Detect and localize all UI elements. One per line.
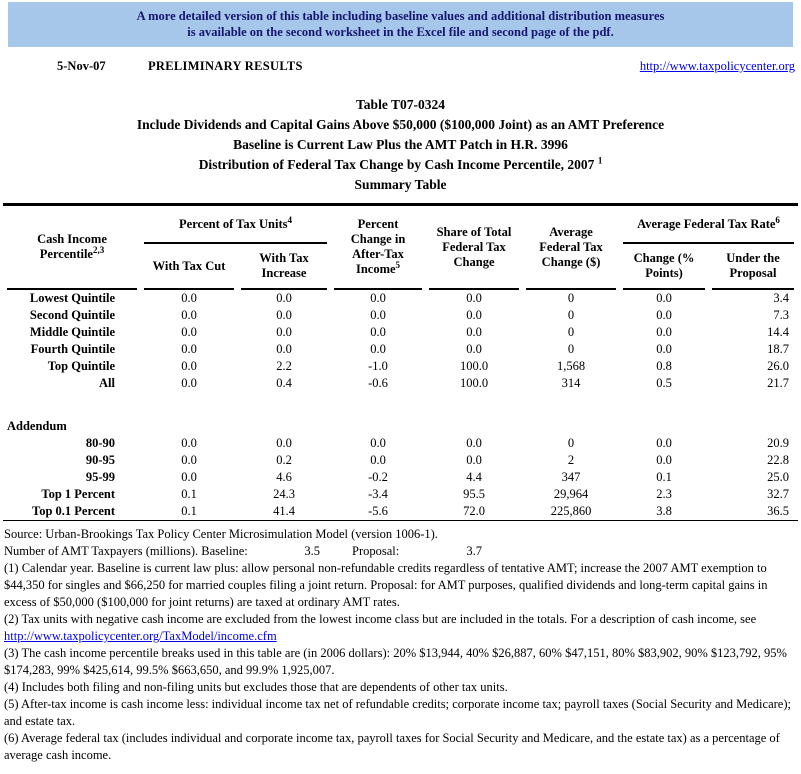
footnote-6: (6) Average federal tax (includes individual and corporate income tax, payroll taxes for Social Security and Medicare, and the estate tax) as a percentage of average cash income. bbox=[4, 731, 780, 762]
income-definition-link[interactable]: http://www.taxpolicycenter.org/TaxModel/income.cfm bbox=[4, 629, 277, 643]
cell: 72.0 bbox=[463, 504, 485, 518]
cell: 100.0 bbox=[459, 359, 489, 373]
cell: 24.3 bbox=[273, 487, 295, 501]
cell: 0.0 bbox=[656, 453, 672, 467]
cell: 0.0 bbox=[181, 359, 197, 373]
cell: 2 bbox=[567, 453, 575, 467]
header-with-tax-cut: With Tax Cut bbox=[144, 244, 234, 290]
preliminary-results-label: PRELIMINARY RESULTS bbox=[148, 59, 303, 73]
cell: 100.0 bbox=[459, 376, 489, 390]
table-row bbox=[7, 324, 794, 341]
table-row bbox=[7, 375, 794, 392]
row-label: Top Quintile bbox=[47, 359, 115, 373]
table-row bbox=[7, 307, 794, 324]
table-row bbox=[7, 452, 794, 469]
cell: -3.4 bbox=[368, 487, 388, 501]
cell: 0.0 bbox=[466, 453, 482, 467]
footnote-ref-5: 5 bbox=[395, 259, 401, 270]
cell: 0 bbox=[567, 291, 575, 305]
cell: 21.7 bbox=[767, 376, 790, 390]
cell: 0.0 bbox=[656, 325, 672, 339]
cell: 0.0 bbox=[181, 376, 197, 390]
header-share-of-total-change: Share of Total Federal Tax Change bbox=[429, 206, 519, 290]
cell: 0 bbox=[567, 325, 575, 339]
spacer-cell bbox=[7, 392, 794, 418]
cell: 0.1 bbox=[181, 487, 197, 501]
cell: 3.4 bbox=[773, 291, 790, 305]
cell: 0 bbox=[567, 308, 575, 322]
cell: 0.0 bbox=[276, 342, 292, 356]
row-label: Middle Quintile bbox=[29, 325, 115, 339]
row-label: 95-99 bbox=[85, 470, 115, 484]
header-pct-change-after-tax-income: Percent Change in After-Tax Income$^5$ bbox=[334, 206, 422, 290]
cell: 0.0 bbox=[466, 325, 482, 339]
cell: 18.7 bbox=[767, 342, 790, 356]
cell: 0.1 bbox=[656, 470, 672, 484]
cell: 0.0 bbox=[181, 342, 197, 356]
cell: 7.3 bbox=[773, 308, 790, 322]
header-with-tax-increase: With Tax Increase bbox=[241, 244, 327, 290]
row-label: Top 0.1 Percent bbox=[32, 504, 115, 518]
cell: 26.0 bbox=[767, 359, 790, 373]
cell: 347 bbox=[561, 470, 581, 484]
amt-proposal-label: Proposal: bbox=[352, 544, 400, 558]
footnote-3: (3) The cash income percentile breaks used in this table are (in 2006 dollars): 20% $13,944, 40% $26,887, 60% $47,151, 80% $83,902, 90% $123,792, 95% $174,283, 99% $425,614, 99.5% $663,650, and 99.9% 1,925,007. bbox=[4, 646, 787, 677]
header-average-federal-tax-rate: Average Federal Tax Rate$^6$ bbox=[623, 206, 794, 244]
distribution-table-wrap bbox=[0, 203, 801, 521]
row-label: 90-95 bbox=[85, 453, 115, 467]
row-label: Second Quintile bbox=[29, 308, 115, 322]
amt-baseline-value: 3.5 bbox=[304, 544, 320, 558]
footnote-ref-6: 6 bbox=[775, 214, 780, 225]
table-bottom-rule bbox=[3, 520, 798, 521]
cell: 3.8 bbox=[656, 504, 672, 518]
cell: 314 bbox=[561, 376, 581, 390]
footnotes-block bbox=[4, 526, 797, 764]
cell: 20.9 bbox=[767, 436, 790, 450]
cell: 0.2 bbox=[276, 453, 292, 467]
table-row bbox=[7, 358, 794, 375]
cell: 0.0 bbox=[181, 308, 197, 322]
cell: 95.5 bbox=[463, 487, 485, 501]
meta-row bbox=[0, 59, 801, 79]
proposal-title: Include Dividends and Capital Gains Above $50,000 ($100,000 Joint) as an AMT Preference bbox=[136, 117, 665, 132]
summary-table-title: Summary Table bbox=[354, 177, 447, 192]
cell: 2.2 bbox=[276, 359, 292, 373]
row-label: All bbox=[99, 376, 115, 390]
footnote-ref-4: 4 bbox=[287, 214, 292, 225]
banner-line1: A more detailed version of this table including baseline values and additional distribution measures bbox=[136, 9, 665, 23]
banner-line2: is available on the second worksheet in the Excel file and second page of the pdf. bbox=[187, 25, 614, 39]
cell: -0.6 bbox=[368, 376, 388, 390]
cell: 0.0 bbox=[656, 308, 672, 322]
footnote-ref-2-3: 2,3 bbox=[92, 244, 105, 255]
cell: 0.0 bbox=[370, 291, 386, 305]
addendum-label: Addendum bbox=[7, 419, 67, 433]
row-label: Fourth Quintile bbox=[30, 342, 115, 356]
addendum-label-row bbox=[7, 418, 794, 435]
table-number-title: Table T07-0324 bbox=[356, 97, 445, 112]
spacer-row bbox=[7, 392, 794, 418]
amt-proposal-value: 3.7 bbox=[466, 544, 482, 558]
date-label: 5-Nov-07 bbox=[57, 59, 106, 73]
cell: 0.0 bbox=[370, 325, 386, 339]
cell: 4.4 bbox=[466, 470, 482, 484]
cell: -1.0 bbox=[368, 359, 388, 373]
table-body bbox=[7, 290, 794, 520]
cell: 0.0 bbox=[370, 453, 386, 467]
cell: 0.0 bbox=[276, 308, 292, 322]
row-label: 80-90 bbox=[85, 436, 115, 450]
amt-taxpayers-label: Number of AMT Taxpayers (millions). Baseline: bbox=[4, 544, 248, 558]
cell: 25.0 bbox=[767, 470, 790, 484]
cell: 0.4 bbox=[276, 376, 292, 390]
cell: 22.8 bbox=[767, 453, 790, 467]
footnote-4: (4) Includes both filing and non-filing units but excludes those that are dependents of other tax units. bbox=[4, 680, 508, 694]
cell: 0.0 bbox=[181, 436, 197, 450]
footnote-ref-1: 1 bbox=[597, 155, 603, 166]
cell: -5.6 bbox=[368, 504, 388, 518]
cell: 0.1 bbox=[181, 504, 197, 518]
cell: 36.5 bbox=[767, 504, 790, 518]
cell: 0.0 bbox=[466, 436, 482, 450]
distribution-title: Distribution of Federal Tax Change by Cash Income Percentile, 2007 $^1$ bbox=[198, 155, 603, 172]
cell: 0.0 bbox=[181, 291, 197, 305]
table-row bbox=[7, 435, 794, 452]
source-note: Source: Urban-Brookings Tax Policy Center Microsimulation Model (version 1006-1). bbox=[4, 527, 438, 541]
footnote-5: (5) After-tax income is cash income less: individual income tax net of refundable credits; corporate income tax; payroll taxes (Social Security and Medicare); and estate tax. bbox=[4, 697, 791, 728]
header-cash-income-percentile: Cash Income Percentile$^{2,3}$ bbox=[7, 206, 137, 290]
cell: -0.2 bbox=[368, 470, 388, 484]
table-row bbox=[7, 341, 794, 358]
cell: 29,964 bbox=[553, 487, 589, 501]
row-label: Lowest Quintile bbox=[29, 291, 115, 305]
table-row bbox=[7, 503, 794, 520]
header-average-tax-change: Average Federal Tax Change ($) bbox=[526, 206, 616, 290]
cell: 0.0 bbox=[656, 436, 672, 450]
title-block bbox=[0, 95, 801, 195]
cell: 0.0 bbox=[370, 436, 386, 450]
footnote-2-link-line bbox=[4, 628, 797, 645]
table-row bbox=[7, 469, 794, 486]
cell: 0.0 bbox=[181, 453, 197, 467]
cell: 0.0 bbox=[466, 342, 482, 356]
cell: 4.6 bbox=[276, 470, 292, 484]
info-banner bbox=[8, 2, 793, 47]
table-row bbox=[7, 290, 794, 307]
cell: 0.8 bbox=[656, 359, 672, 373]
row-label: Top 1 Percent bbox=[41, 487, 115, 501]
table-row bbox=[7, 486, 794, 503]
cell: 0.0 bbox=[656, 342, 672, 356]
cell: 0 bbox=[567, 342, 575, 356]
cell: 0.0 bbox=[466, 291, 482, 305]
cell: 225,860 bbox=[550, 504, 592, 518]
baseline-title: Baseline is Current Law Plus the AMT Patch in H.R. 3996 bbox=[233, 137, 568, 152]
header-percent-of-tax-units: Percent of Tax Units$^4$ bbox=[144, 206, 327, 244]
cell: 0.5 bbox=[656, 376, 672, 390]
cell: 0.0 bbox=[370, 308, 386, 322]
amt-taxpayers-line bbox=[4, 543, 797, 560]
cell: 0.0 bbox=[181, 325, 197, 339]
cell: 2.3 bbox=[656, 487, 672, 501]
header-under-the-proposal: Under the Proposal bbox=[712, 244, 794, 290]
cell: 0.0 bbox=[370, 342, 386, 356]
header-row-groups bbox=[7, 206, 794, 244]
cell: 0.0 bbox=[276, 325, 292, 339]
cell: 0.0 bbox=[466, 308, 482, 322]
cell: 1,568 bbox=[556, 359, 586, 373]
footnote-1: (1) Calendar year. Baseline is current law plus: allow personal non-refundable credits regardless of tentative AMT; increase the 2007 AMT exemption to $44,350 for singles and $66,250 for married couples filing a joint return. Proposal: for AMT purposes, qualified dividends and long-term capital gains in excess of $50,000 ($100,000 for joint returns) are taxed at ordinary AMT rates. bbox=[4, 561, 768, 609]
cell: 41.4 bbox=[273, 504, 295, 518]
distribution-table bbox=[0, 206, 801, 520]
cell: 0.0 bbox=[276, 436, 292, 450]
tpc-home-link[interactable]: http://www.taxpolicycenter.org bbox=[639, 59, 795, 73]
cell: 0.0 bbox=[656, 291, 672, 305]
footnote-2: (2) Tax units with negative cash income are excluded from the lowest income class but are included in the totals. For a description of cash income, see bbox=[4, 612, 757, 626]
cell: 0 bbox=[567, 436, 575, 450]
cell: 14.4 bbox=[767, 325, 790, 339]
cell: 0.0 bbox=[276, 291, 292, 305]
cell: 32.7 bbox=[767, 487, 790, 501]
cell: 0.0 bbox=[181, 470, 197, 484]
header-rate-change-points: Change (% Points) bbox=[623, 244, 705, 290]
